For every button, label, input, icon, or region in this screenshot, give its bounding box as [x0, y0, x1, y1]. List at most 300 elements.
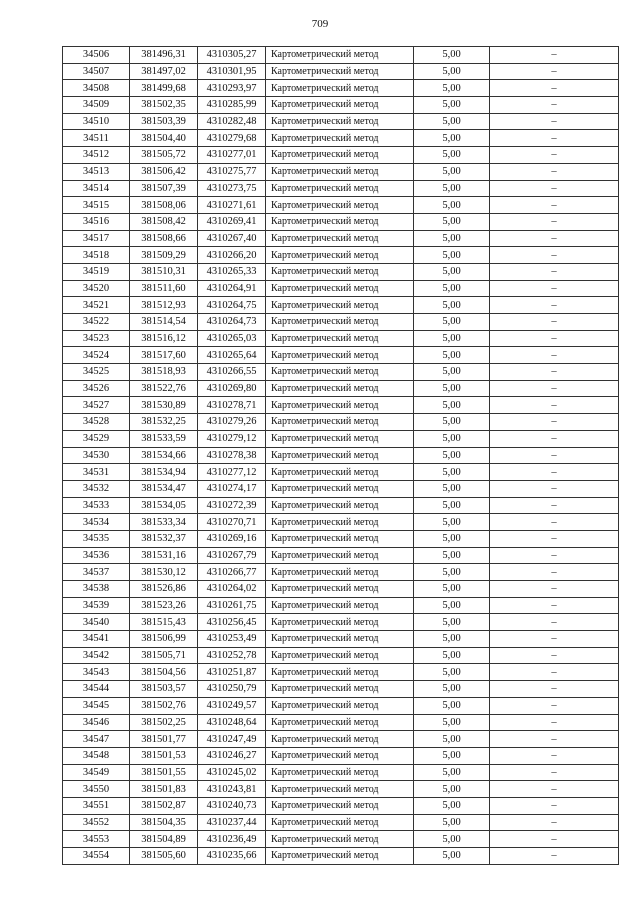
- accuracy-cell: 5,00: [414, 263, 490, 280]
- y-coordinate-cell: 4310285,99: [198, 97, 266, 114]
- accuracy-cell: 5,00: [414, 647, 490, 664]
- accuracy-cell: 5,00: [414, 197, 490, 214]
- x-coordinate-cell: 381501,53: [130, 747, 198, 764]
- y-coordinate-cell: 4310269,80: [198, 380, 266, 397]
- y-coordinate-cell: 4310274,17: [198, 480, 266, 497]
- note-cell: –: [490, 180, 619, 197]
- accuracy-cell: 5,00: [414, 213, 490, 230]
- method-cell: Картометрический метод: [266, 564, 414, 581]
- method-cell: Картометрический метод: [266, 447, 414, 464]
- note-cell: –: [490, 163, 619, 180]
- accuracy-cell: 5,00: [414, 447, 490, 464]
- y-coordinate-cell: 4310282,48: [198, 113, 266, 130]
- table-row: [63, 180, 619, 197]
- y-coordinate-cell: 4310266,55: [198, 364, 266, 381]
- x-coordinate-cell: 381502,25: [130, 714, 198, 731]
- note-cell: –: [490, 213, 619, 230]
- y-coordinate-cell: 4310236,49: [198, 831, 266, 848]
- table-row: [63, 797, 619, 814]
- x-coordinate-cell: 381512,93: [130, 297, 198, 314]
- accuracy-cell: 5,00: [414, 180, 490, 197]
- method-cell: Картометрический метод: [266, 530, 414, 547]
- method-cell: Картометрический метод: [266, 497, 414, 514]
- y-coordinate-cell: 4310272,39: [198, 497, 266, 514]
- accuracy-cell: 5,00: [414, 347, 490, 364]
- table-row: [63, 581, 619, 598]
- accuracy-cell: 5,00: [414, 497, 490, 514]
- x-coordinate-cell: 381522,76: [130, 380, 198, 397]
- y-coordinate-cell: 4310264,73: [198, 314, 266, 331]
- table-row: [63, 697, 619, 714]
- point-number-cell: 34548: [63, 747, 130, 764]
- note-cell: –: [490, 664, 619, 681]
- method-cell: Картометрический метод: [266, 848, 414, 865]
- point-number-cell: 34516: [63, 213, 130, 230]
- accuracy-cell: 5,00: [414, 314, 490, 331]
- y-coordinate-cell: 4310250,79: [198, 681, 266, 698]
- y-coordinate-cell: 4310278,71: [198, 397, 266, 414]
- x-coordinate-cell: 381518,93: [130, 364, 198, 381]
- x-coordinate-cell: 381508,06: [130, 197, 198, 214]
- table-row: [63, 631, 619, 648]
- table-row: [63, 364, 619, 381]
- point-number-cell: 34538: [63, 581, 130, 598]
- y-coordinate-cell: 4310269,16: [198, 530, 266, 547]
- point-number-cell: 34543: [63, 664, 130, 681]
- x-coordinate-cell: 381506,42: [130, 163, 198, 180]
- method-cell: Картометрический метод: [266, 414, 414, 431]
- y-coordinate-cell: 4310279,12: [198, 430, 266, 447]
- point-number-cell: 34547: [63, 731, 130, 748]
- note-cell: –: [490, 497, 619, 514]
- accuracy-cell: 5,00: [414, 464, 490, 481]
- x-coordinate-cell: 381501,77: [130, 731, 198, 748]
- table-row: [63, 263, 619, 280]
- table-row: [63, 597, 619, 614]
- accuracy-cell: 5,00: [414, 547, 490, 564]
- point-number-cell: 34508: [63, 80, 130, 97]
- note-cell: –: [490, 380, 619, 397]
- accuracy-cell: 5,00: [414, 681, 490, 698]
- note-cell: –: [490, 330, 619, 347]
- x-coordinate-cell: 381514,54: [130, 314, 198, 331]
- x-coordinate-cell: 381502,35: [130, 97, 198, 114]
- accuracy-cell: 5,00: [414, 163, 490, 180]
- note-cell: –: [490, 80, 619, 97]
- table-row: [63, 130, 619, 147]
- table-row: [63, 197, 619, 214]
- accuracy-cell: 5,00: [414, 330, 490, 347]
- method-cell: Картометрический метод: [266, 180, 414, 197]
- y-coordinate-cell: 4310256,45: [198, 614, 266, 631]
- y-coordinate-cell: 4310277,01: [198, 147, 266, 164]
- x-coordinate-cell: 381505,71: [130, 647, 198, 664]
- method-cell: Картометрический метод: [266, 147, 414, 164]
- method-cell: Картометрический метод: [266, 597, 414, 614]
- accuracy-cell: 5,00: [414, 848, 490, 865]
- table-row: [63, 464, 619, 481]
- note-cell: –: [490, 430, 619, 447]
- method-cell: Картометрический метод: [266, 364, 414, 381]
- accuracy-cell: 5,00: [414, 47, 490, 64]
- method-cell: Картометрический метод: [266, 614, 414, 631]
- method-cell: Картометрический метод: [266, 514, 414, 531]
- point-number-cell: 34522: [63, 314, 130, 331]
- accuracy-cell: 5,00: [414, 397, 490, 414]
- method-cell: Картометрический метод: [266, 47, 414, 64]
- method-cell: Картометрический метод: [266, 163, 414, 180]
- accuracy-cell: 5,00: [414, 714, 490, 731]
- accuracy-cell: 5,00: [414, 380, 490, 397]
- x-coordinate-cell: 381505,60: [130, 848, 198, 865]
- y-coordinate-cell: 4310273,75: [198, 180, 266, 197]
- method-cell: Картометрический метод: [266, 130, 414, 147]
- table-row: [63, 63, 619, 80]
- y-coordinate-cell: 4310267,40: [198, 230, 266, 247]
- table-row: [63, 280, 619, 297]
- note-cell: –: [490, 614, 619, 631]
- point-number-cell: 34518: [63, 247, 130, 264]
- x-coordinate-cell: 381503,39: [130, 113, 198, 130]
- point-number-cell: 34533: [63, 497, 130, 514]
- method-cell: Картометрический метод: [266, 314, 414, 331]
- x-coordinate-cell: 381504,35: [130, 814, 198, 831]
- note-cell: –: [490, 514, 619, 531]
- point-number-cell: 34519: [63, 263, 130, 280]
- y-coordinate-cell: 4310249,57: [198, 697, 266, 714]
- note-cell: –: [490, 113, 619, 130]
- note-cell: –: [490, 764, 619, 781]
- point-number-cell: 34539: [63, 597, 130, 614]
- note-cell: –: [490, 697, 619, 714]
- accuracy-cell: 5,00: [414, 297, 490, 314]
- method-cell: Картометрический метод: [266, 247, 414, 264]
- table-row: [63, 97, 619, 114]
- method-cell: Картометрический метод: [266, 280, 414, 297]
- accuracy-cell: 5,00: [414, 430, 490, 447]
- method-cell: Картометрический метод: [266, 263, 414, 280]
- x-coordinate-cell: 381534,05: [130, 497, 198, 514]
- x-coordinate-cell: 381531,16: [130, 547, 198, 564]
- table-row: [63, 530, 619, 547]
- table-row: [63, 781, 619, 798]
- point-number-cell: 34541: [63, 631, 130, 648]
- accuracy-cell: 5,00: [414, 697, 490, 714]
- note-cell: –: [490, 464, 619, 481]
- note-cell: –: [490, 197, 619, 214]
- table-row: [63, 731, 619, 748]
- method-cell: Картометрический метод: [266, 631, 414, 648]
- point-number-cell: 34523: [63, 330, 130, 347]
- note-cell: –: [490, 631, 619, 648]
- y-coordinate-cell: 4310252,78: [198, 647, 266, 664]
- table-row: [63, 163, 619, 180]
- table-row: [63, 564, 619, 581]
- point-number-cell: 34552: [63, 814, 130, 831]
- table-row: [63, 848, 619, 865]
- method-cell: Картометрический метод: [266, 464, 414, 481]
- table-row: [63, 347, 619, 364]
- table-row: [63, 213, 619, 230]
- point-number-cell: 34535: [63, 530, 130, 547]
- note-cell: –: [490, 647, 619, 664]
- y-coordinate-cell: 4310264,91: [198, 280, 266, 297]
- x-coordinate-cell: 381530,89: [130, 397, 198, 414]
- accuracy-cell: 5,00: [414, 614, 490, 631]
- x-coordinate-cell: 381534,66: [130, 447, 198, 464]
- y-coordinate-cell: 4310278,38: [198, 447, 266, 464]
- method-cell: Картометрический метод: [266, 747, 414, 764]
- table-row: [63, 230, 619, 247]
- note-cell: –: [490, 230, 619, 247]
- note-cell: –: [490, 364, 619, 381]
- point-number-cell: 34515: [63, 197, 130, 214]
- x-coordinate-cell: 381504,56: [130, 664, 198, 681]
- table-row: [63, 330, 619, 347]
- note-cell: –: [490, 47, 619, 64]
- point-number-cell: 34509: [63, 97, 130, 114]
- table-row: [63, 47, 619, 64]
- table-row: [63, 714, 619, 731]
- point-number-cell: 34537: [63, 564, 130, 581]
- y-coordinate-cell: 4310245,02: [198, 764, 266, 781]
- table-row: [63, 380, 619, 397]
- accuracy-cell: 5,00: [414, 597, 490, 614]
- method-cell: Картометрический метод: [266, 764, 414, 781]
- x-coordinate-cell: 381511,60: [130, 280, 198, 297]
- table-row: [63, 614, 619, 631]
- point-number-cell: 34510: [63, 113, 130, 130]
- y-coordinate-cell: 4310253,49: [198, 631, 266, 648]
- x-coordinate-cell: 381534,47: [130, 480, 198, 497]
- point-number-cell: 34545: [63, 697, 130, 714]
- accuracy-cell: 5,00: [414, 530, 490, 547]
- point-number-cell: 34525: [63, 364, 130, 381]
- note-cell: –: [490, 814, 619, 831]
- y-coordinate-cell: 4310279,68: [198, 130, 266, 147]
- accuracy-cell: 5,00: [414, 130, 490, 147]
- table-row: [63, 314, 619, 331]
- accuracy-cell: 5,00: [414, 631, 490, 648]
- y-coordinate-cell: 4310275,77: [198, 163, 266, 180]
- table-row: [63, 430, 619, 447]
- point-number-cell: 34551: [63, 797, 130, 814]
- note-cell: –: [490, 530, 619, 547]
- note-cell: –: [490, 63, 619, 80]
- accuracy-cell: 5,00: [414, 581, 490, 598]
- y-coordinate-cell: 4310246,27: [198, 747, 266, 764]
- coordinates-table-body: [63, 47, 619, 865]
- x-coordinate-cell: 381523,26: [130, 597, 198, 614]
- note-cell: –: [490, 347, 619, 364]
- y-coordinate-cell: 4310266,20: [198, 247, 266, 264]
- y-coordinate-cell: 4310270,71: [198, 514, 266, 531]
- y-coordinate-cell: 4310248,64: [198, 714, 266, 731]
- y-coordinate-cell: 4310269,41: [198, 213, 266, 230]
- table-row: [63, 814, 619, 831]
- accuracy-cell: 5,00: [414, 364, 490, 381]
- y-coordinate-cell: 4310261,75: [198, 597, 266, 614]
- accuracy-cell: 5,00: [414, 797, 490, 814]
- method-cell: Картометрический метод: [266, 480, 414, 497]
- x-coordinate-cell: 381533,59: [130, 430, 198, 447]
- accuracy-cell: 5,00: [414, 97, 490, 114]
- point-number-cell: 34526: [63, 380, 130, 397]
- note-cell: –: [490, 781, 619, 798]
- table-row: [63, 547, 619, 564]
- method-cell: Картометрический метод: [266, 197, 414, 214]
- accuracy-cell: 5,00: [414, 814, 490, 831]
- x-coordinate-cell: 381526,86: [130, 581, 198, 598]
- method-cell: Картометрический метод: [266, 230, 414, 247]
- x-coordinate-cell: 381517,60: [130, 347, 198, 364]
- table-row: [63, 80, 619, 97]
- point-number-cell: 34544: [63, 681, 130, 698]
- point-number-cell: 34530: [63, 447, 130, 464]
- note-cell: –: [490, 397, 619, 414]
- note-cell: –: [490, 263, 619, 280]
- method-cell: Картометрический метод: [266, 831, 414, 848]
- point-number-cell: 34512: [63, 147, 130, 164]
- accuracy-cell: 5,00: [414, 414, 490, 431]
- note-cell: –: [490, 147, 619, 164]
- method-cell: Картометрический метод: [266, 330, 414, 347]
- note-cell: –: [490, 714, 619, 731]
- x-coordinate-cell: 381516,12: [130, 330, 198, 347]
- x-coordinate-cell: 381504,40: [130, 130, 198, 147]
- accuracy-cell: 5,00: [414, 747, 490, 764]
- method-cell: Картометрический метод: [266, 731, 414, 748]
- note-cell: –: [490, 480, 619, 497]
- note-cell: –: [490, 414, 619, 431]
- x-coordinate-cell: 381534,94: [130, 464, 198, 481]
- method-cell: Картометрический метод: [266, 681, 414, 698]
- point-number-cell: 34520: [63, 280, 130, 297]
- x-coordinate-cell: 381499,68: [130, 80, 198, 97]
- accuracy-cell: 5,00: [414, 480, 490, 497]
- point-number-cell: 34506: [63, 47, 130, 64]
- point-number-cell: 34553: [63, 831, 130, 848]
- point-number-cell: 34529: [63, 430, 130, 447]
- table-row: [63, 447, 619, 464]
- x-coordinate-cell: 381497,02: [130, 63, 198, 80]
- point-number-cell: 34524: [63, 347, 130, 364]
- point-number-cell: 34540: [63, 614, 130, 631]
- point-number-cell: 34531: [63, 464, 130, 481]
- method-cell: Картометрический метод: [266, 797, 414, 814]
- x-coordinate-cell: 381530,12: [130, 564, 198, 581]
- point-number-cell: 34550: [63, 781, 130, 798]
- table-row: [63, 764, 619, 781]
- method-cell: Картометрический метод: [266, 397, 414, 414]
- table-row: [63, 297, 619, 314]
- method-cell: Картометрический метод: [266, 647, 414, 664]
- y-coordinate-cell: 4310240,73: [198, 797, 266, 814]
- table-row: [63, 514, 619, 531]
- note-cell: –: [490, 447, 619, 464]
- point-number-cell: 34546: [63, 714, 130, 731]
- x-coordinate-cell: 381496,31: [130, 47, 198, 64]
- method-cell: Картометрический метод: [266, 80, 414, 97]
- note-cell: –: [490, 130, 619, 147]
- x-coordinate-cell: 381506,99: [130, 631, 198, 648]
- accuracy-cell: 5,00: [414, 247, 490, 264]
- point-number-cell: 34511: [63, 130, 130, 147]
- method-cell: Картометрический метод: [266, 347, 414, 364]
- point-number-cell: 34517: [63, 230, 130, 247]
- note-cell: –: [490, 581, 619, 598]
- method-cell: Картометрический метод: [266, 781, 414, 798]
- y-coordinate-cell: 4310247,49: [198, 731, 266, 748]
- x-coordinate-cell: 381532,37: [130, 530, 198, 547]
- x-coordinate-cell: 381515,43: [130, 614, 198, 631]
- y-coordinate-cell: 4310271,61: [198, 197, 266, 214]
- accuracy-cell: 5,00: [414, 781, 490, 798]
- method-cell: Картометрический метод: [266, 113, 414, 130]
- table-row: [63, 681, 619, 698]
- accuracy-cell: 5,00: [414, 764, 490, 781]
- table-row: [63, 497, 619, 514]
- x-coordinate-cell: 381533,34: [130, 514, 198, 531]
- x-coordinate-cell: 381508,66: [130, 230, 198, 247]
- note-cell: –: [490, 297, 619, 314]
- x-coordinate-cell: 381510,31: [130, 263, 198, 280]
- point-number-cell: 34536: [63, 547, 130, 564]
- y-coordinate-cell: 4310251,87: [198, 664, 266, 681]
- y-coordinate-cell: 4310266,77: [198, 564, 266, 581]
- accuracy-cell: 5,00: [414, 147, 490, 164]
- note-cell: –: [490, 564, 619, 581]
- point-number-cell: 34521: [63, 297, 130, 314]
- accuracy-cell: 5,00: [414, 80, 490, 97]
- point-number-cell: 34554: [63, 848, 130, 865]
- method-cell: Картометрический метод: [266, 547, 414, 564]
- y-coordinate-cell: 4310305,27: [198, 47, 266, 64]
- note-cell: –: [490, 747, 619, 764]
- note-cell: –: [490, 547, 619, 564]
- note-cell: –: [490, 797, 619, 814]
- x-coordinate-cell: 381507,39: [130, 180, 198, 197]
- note-cell: –: [490, 731, 619, 748]
- y-coordinate-cell: 4310301,95: [198, 63, 266, 80]
- point-number-cell: 34528: [63, 414, 130, 431]
- method-cell: Картометрический метод: [266, 697, 414, 714]
- table-row: [63, 113, 619, 130]
- method-cell: Картометрический метод: [266, 97, 414, 114]
- table-row: [63, 147, 619, 164]
- x-coordinate-cell: 381504,89: [130, 831, 198, 848]
- note-cell: –: [490, 280, 619, 297]
- y-coordinate-cell: 4310243,81: [198, 781, 266, 798]
- accuracy-cell: 5,00: [414, 280, 490, 297]
- y-coordinate-cell: 4310265,33: [198, 263, 266, 280]
- method-cell: Картометрический метод: [266, 714, 414, 731]
- x-coordinate-cell: 381503,57: [130, 681, 198, 698]
- accuracy-cell: 5,00: [414, 230, 490, 247]
- table-row: [63, 647, 619, 664]
- note-cell: –: [490, 831, 619, 848]
- table-row: [63, 747, 619, 764]
- method-cell: Картометрический метод: [266, 297, 414, 314]
- method-cell: Картометрический метод: [266, 63, 414, 80]
- x-coordinate-cell: 381508,42: [130, 213, 198, 230]
- x-coordinate-cell: 381501,55: [130, 764, 198, 781]
- y-coordinate-cell: 4310264,75: [198, 297, 266, 314]
- method-cell: Картометрический метод: [266, 430, 414, 447]
- method-cell: Картометрический метод: [266, 213, 414, 230]
- method-cell: Картометрический метод: [266, 581, 414, 598]
- accuracy-cell: 5,00: [414, 63, 490, 80]
